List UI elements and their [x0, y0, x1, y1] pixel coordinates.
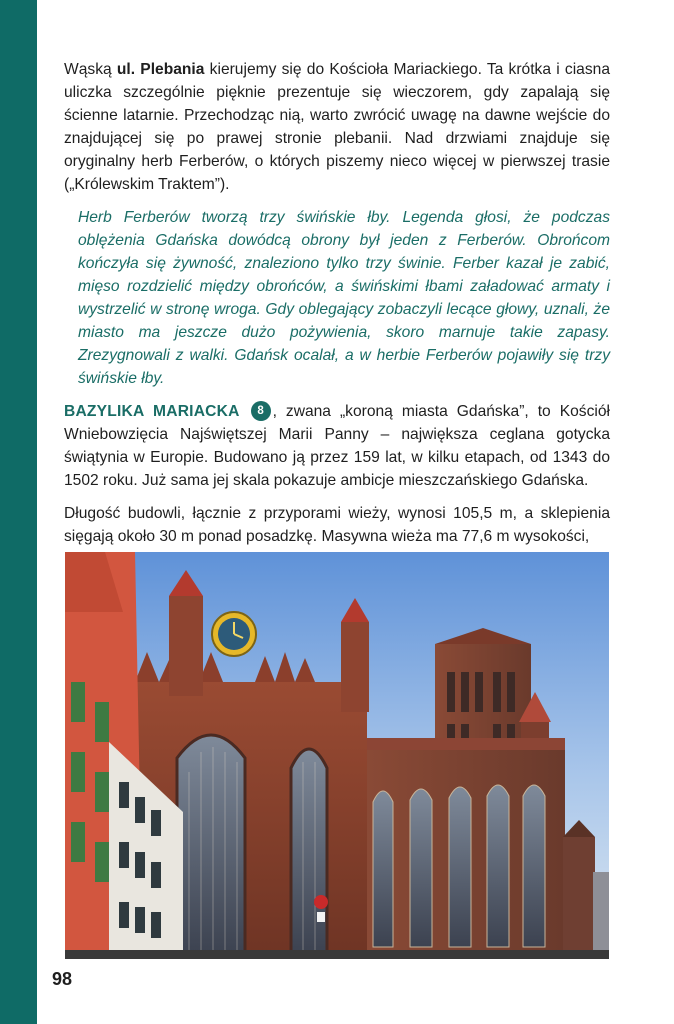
paragraph-plebania [64, 58, 610, 196]
paragraph-plebania-text: kierujemy się do Kościoła Mariackiego. Ta krótka i ciasna uliczka szczególnie pięknie prezentuje się wieczorem, gdy zapalają się ścienne latarnie. Przechodząc nią, warto zwrócić uwagę na dawne wejście do znajdującej się po prawej stronie plebanii. Nad drzwiami znajduje się oryginalny herb Ferberów, o których piszemy nieco więcej w pierwszej trasie („Królewskim Traktem”). [64, 61, 610, 193]
map-number-badge: 8 [251, 401, 271, 421]
page-number: 98 [52, 969, 73, 989]
basilica-heading: BAZYLIKA MARIACKA [64, 403, 240, 420]
paragraph-plebania-lead: Wąską [64, 61, 117, 78]
paragraph-basilica [64, 400, 610, 492]
text-column [64, 58, 610, 548]
legend-ferber: Herb Ferberów tworzą trzy świńskie łby. Legenda głosi, że podczas oblężenia Gdańska dowódcą obrony był jeden z Ferberów. Obrońcom kończyła się żywność, znaleziono tylko trzy świnie. Ferber kazał je zabić, mięso rozdzielić między obrońców, a świńskimi łbami załadować armaty i wystrzelić w stronę wroga. Gdy oblegający zobaczyli lecące głowy, uznali, że miasto ma jeszcze dużo pożywienia, skoro marnuje takie zapasy. Zrezygnowali z walki. Gdańsk ocalał, a w herbie Ferberów pojawiły się trzy świńskie łby. [78, 209, 610, 387]
street-name: ul. Plebania [116, 61, 205, 78]
paragraph-dimensions: Długość budowli, łącznie z przyporami wieży, wynosi 105,5 m, a sklepienia sięgają około 30 m ponad posadzkę. Masywna wieża ma 77,6 m wysokości, [64, 505, 610, 545]
side-accent-bar [0, 0, 37, 1024]
basilica-text: , zwana „koroną miasta Gdańska”, to Kościół Wniebowzięcia Najświętszej Marii Panny – największa ceglana gotycka świątynia w Europie. Budowano ją przez 159 lat, w kilku etapach, od 1343 do 1502 roku. Już sama jej skala pokazuje ambicje mieszczańskiego Gdańska. [64, 403, 610, 489]
basilica-photo [65, 552, 609, 959]
